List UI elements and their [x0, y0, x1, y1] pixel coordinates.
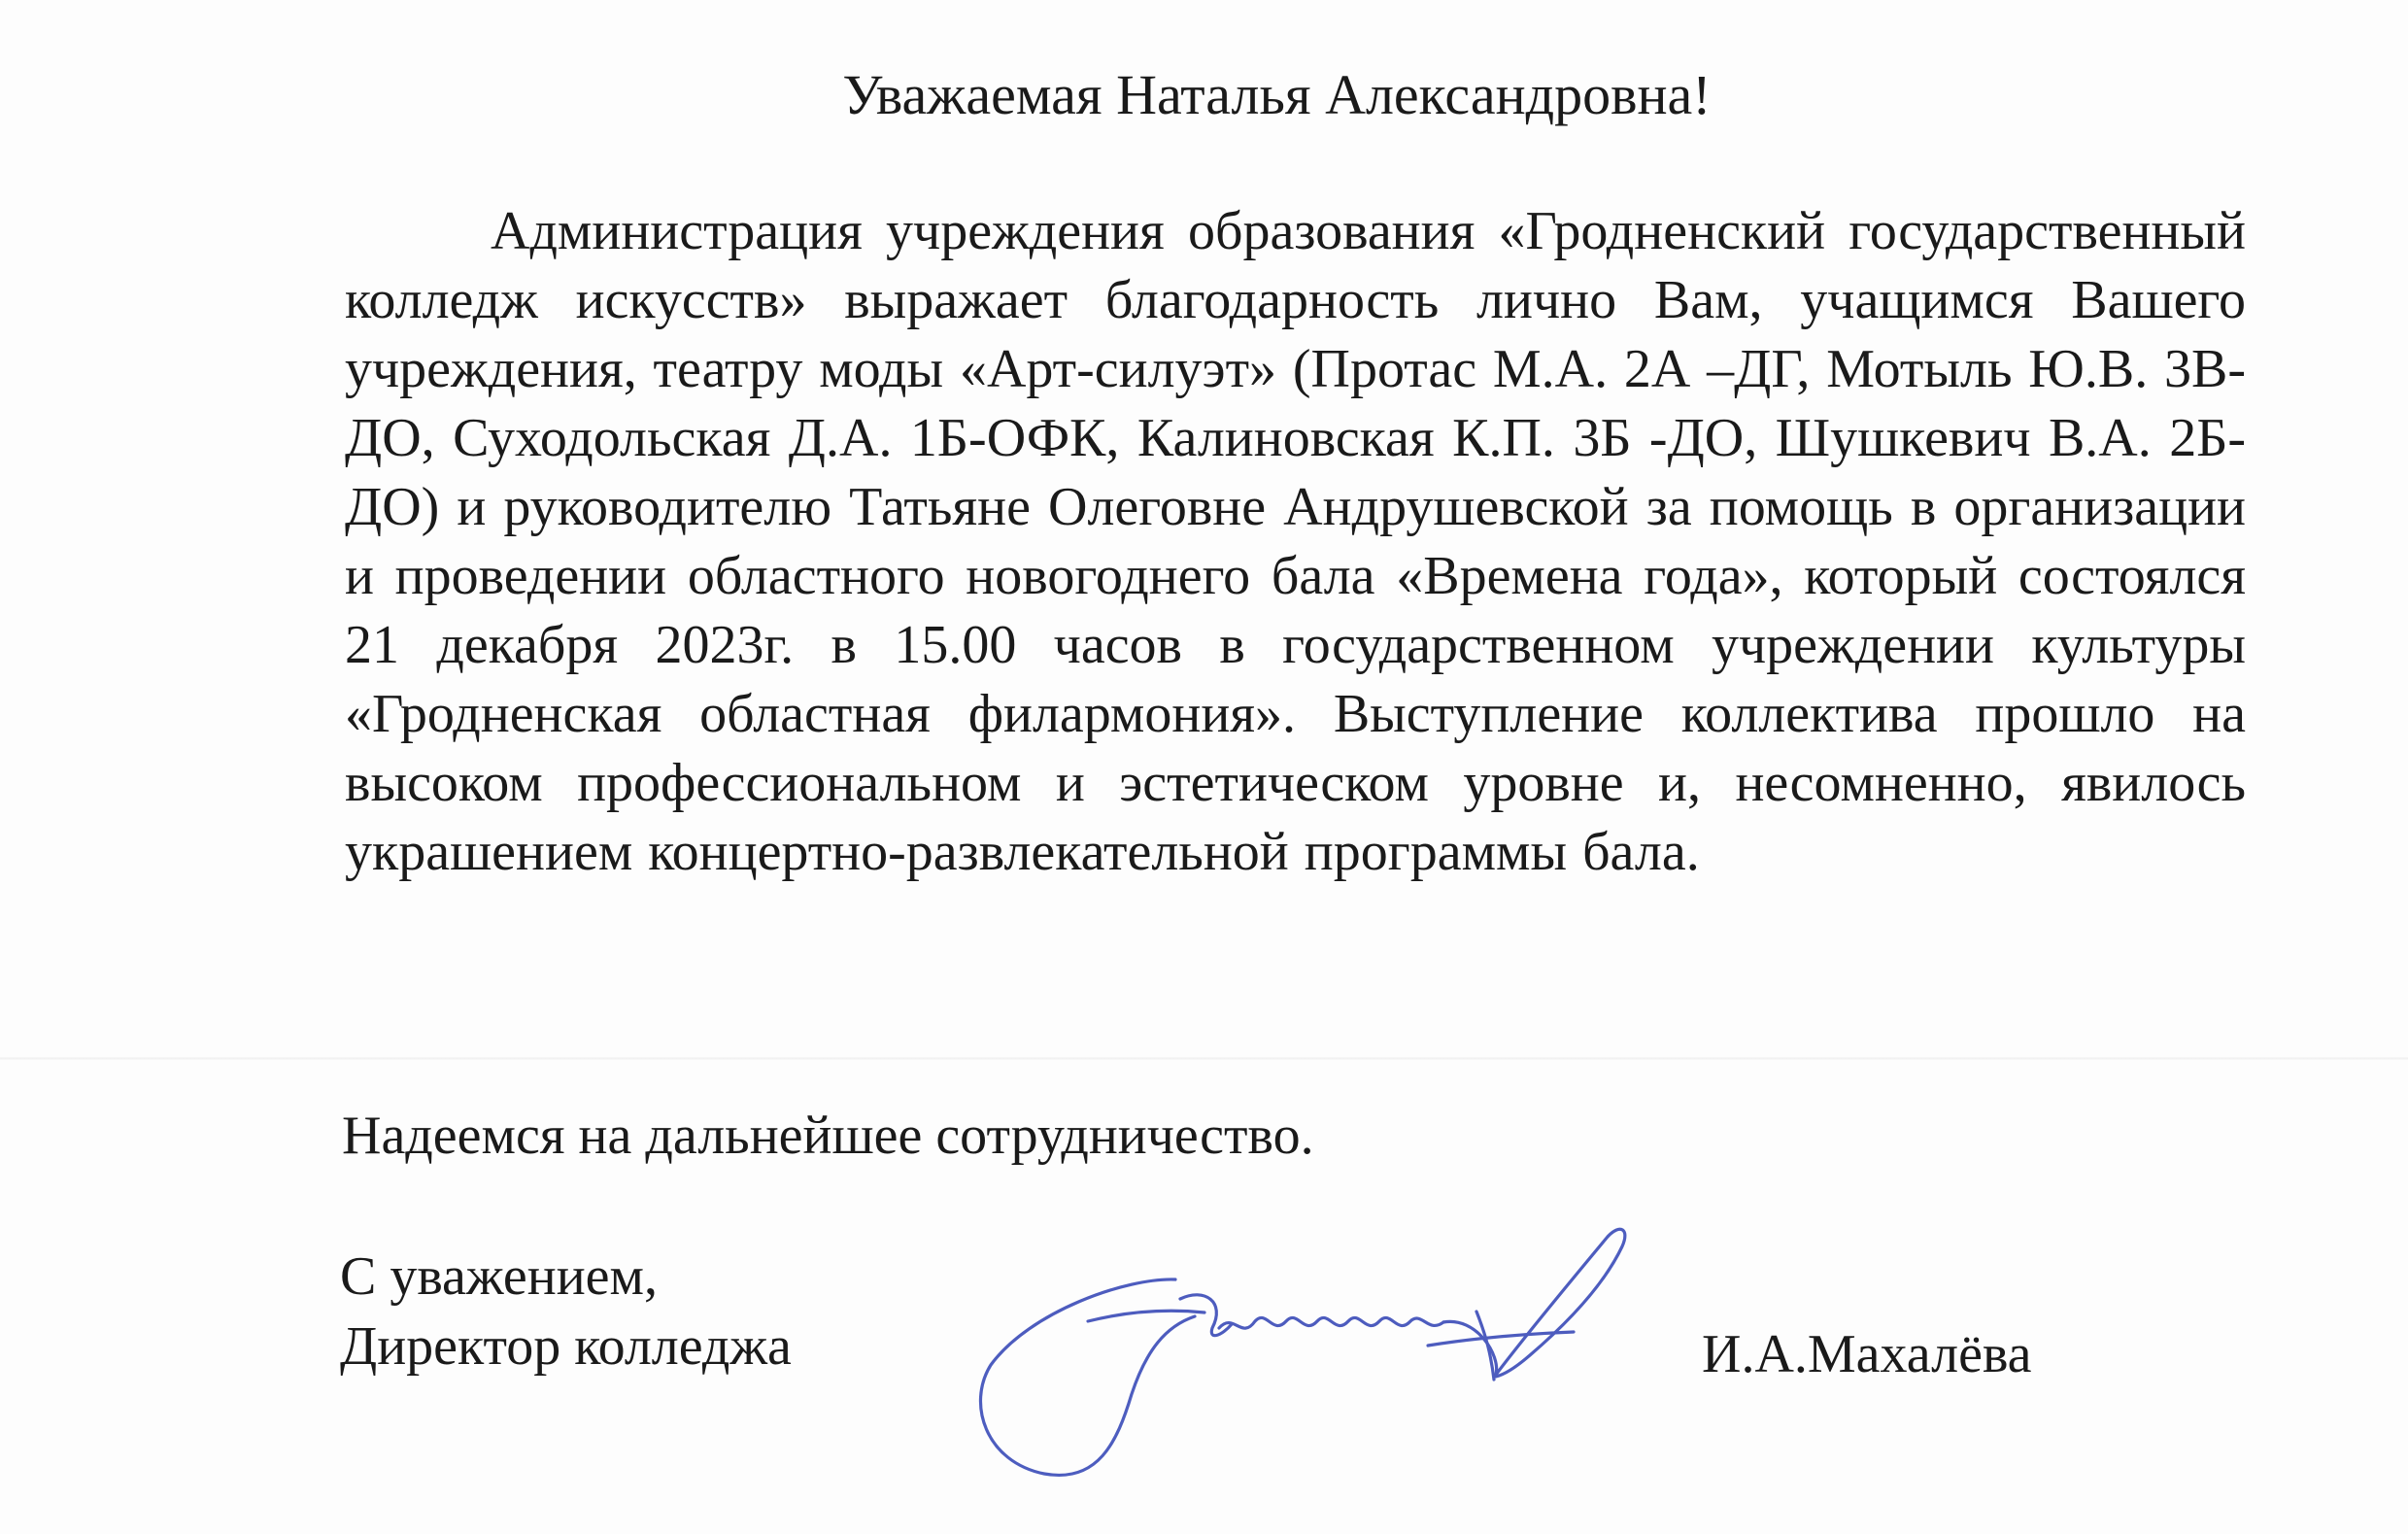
signer-position: Директор колледжа — [340, 1316, 792, 1377]
letter-body: Администрация учреждения образования «Гродненский государственный колледж искусств» выражает благодарность лично Вам, учащимся Вашего учреждения, театру моды «Арт-силуэт» (Протас М.А. 2А –ДГ, Мотыль Ю.В. 3В- ДО, Суходольская Д.А. 1Б-ОФК, Калиновская К.П. 3Б -ДО, Шушкевич В.А. 2Б-ДО) и руководителю Татьяне Олеговне Андрушевской за помощь в организации и проведении областного новогоднего бала «Времена года», который состоялся 21 декабря 2023г. в 15.00 часов в государственном учреждении культуры «Гродненская областная филармония». Выступление коллектива прошло на высоком профессиональном и эстетическом уровне и, несомненно, явилось украшением концертно-развлекательной программы бала. — [345, 201, 2246, 882]
handwritten-signature — [971, 1219, 1680, 1491]
signer-name: И.А.Махалёва — [1702, 1324, 2032, 1384]
letter-regards: С уважением, — [340, 1246, 658, 1307]
letter-greeting: Уважаемая Наталья Александровна! — [842, 63, 1712, 126]
paper-fold-line — [0, 1057, 2408, 1060]
letter-closing: Надеемся на дальнейшее сотрудничество. — [342, 1106, 1314, 1166]
